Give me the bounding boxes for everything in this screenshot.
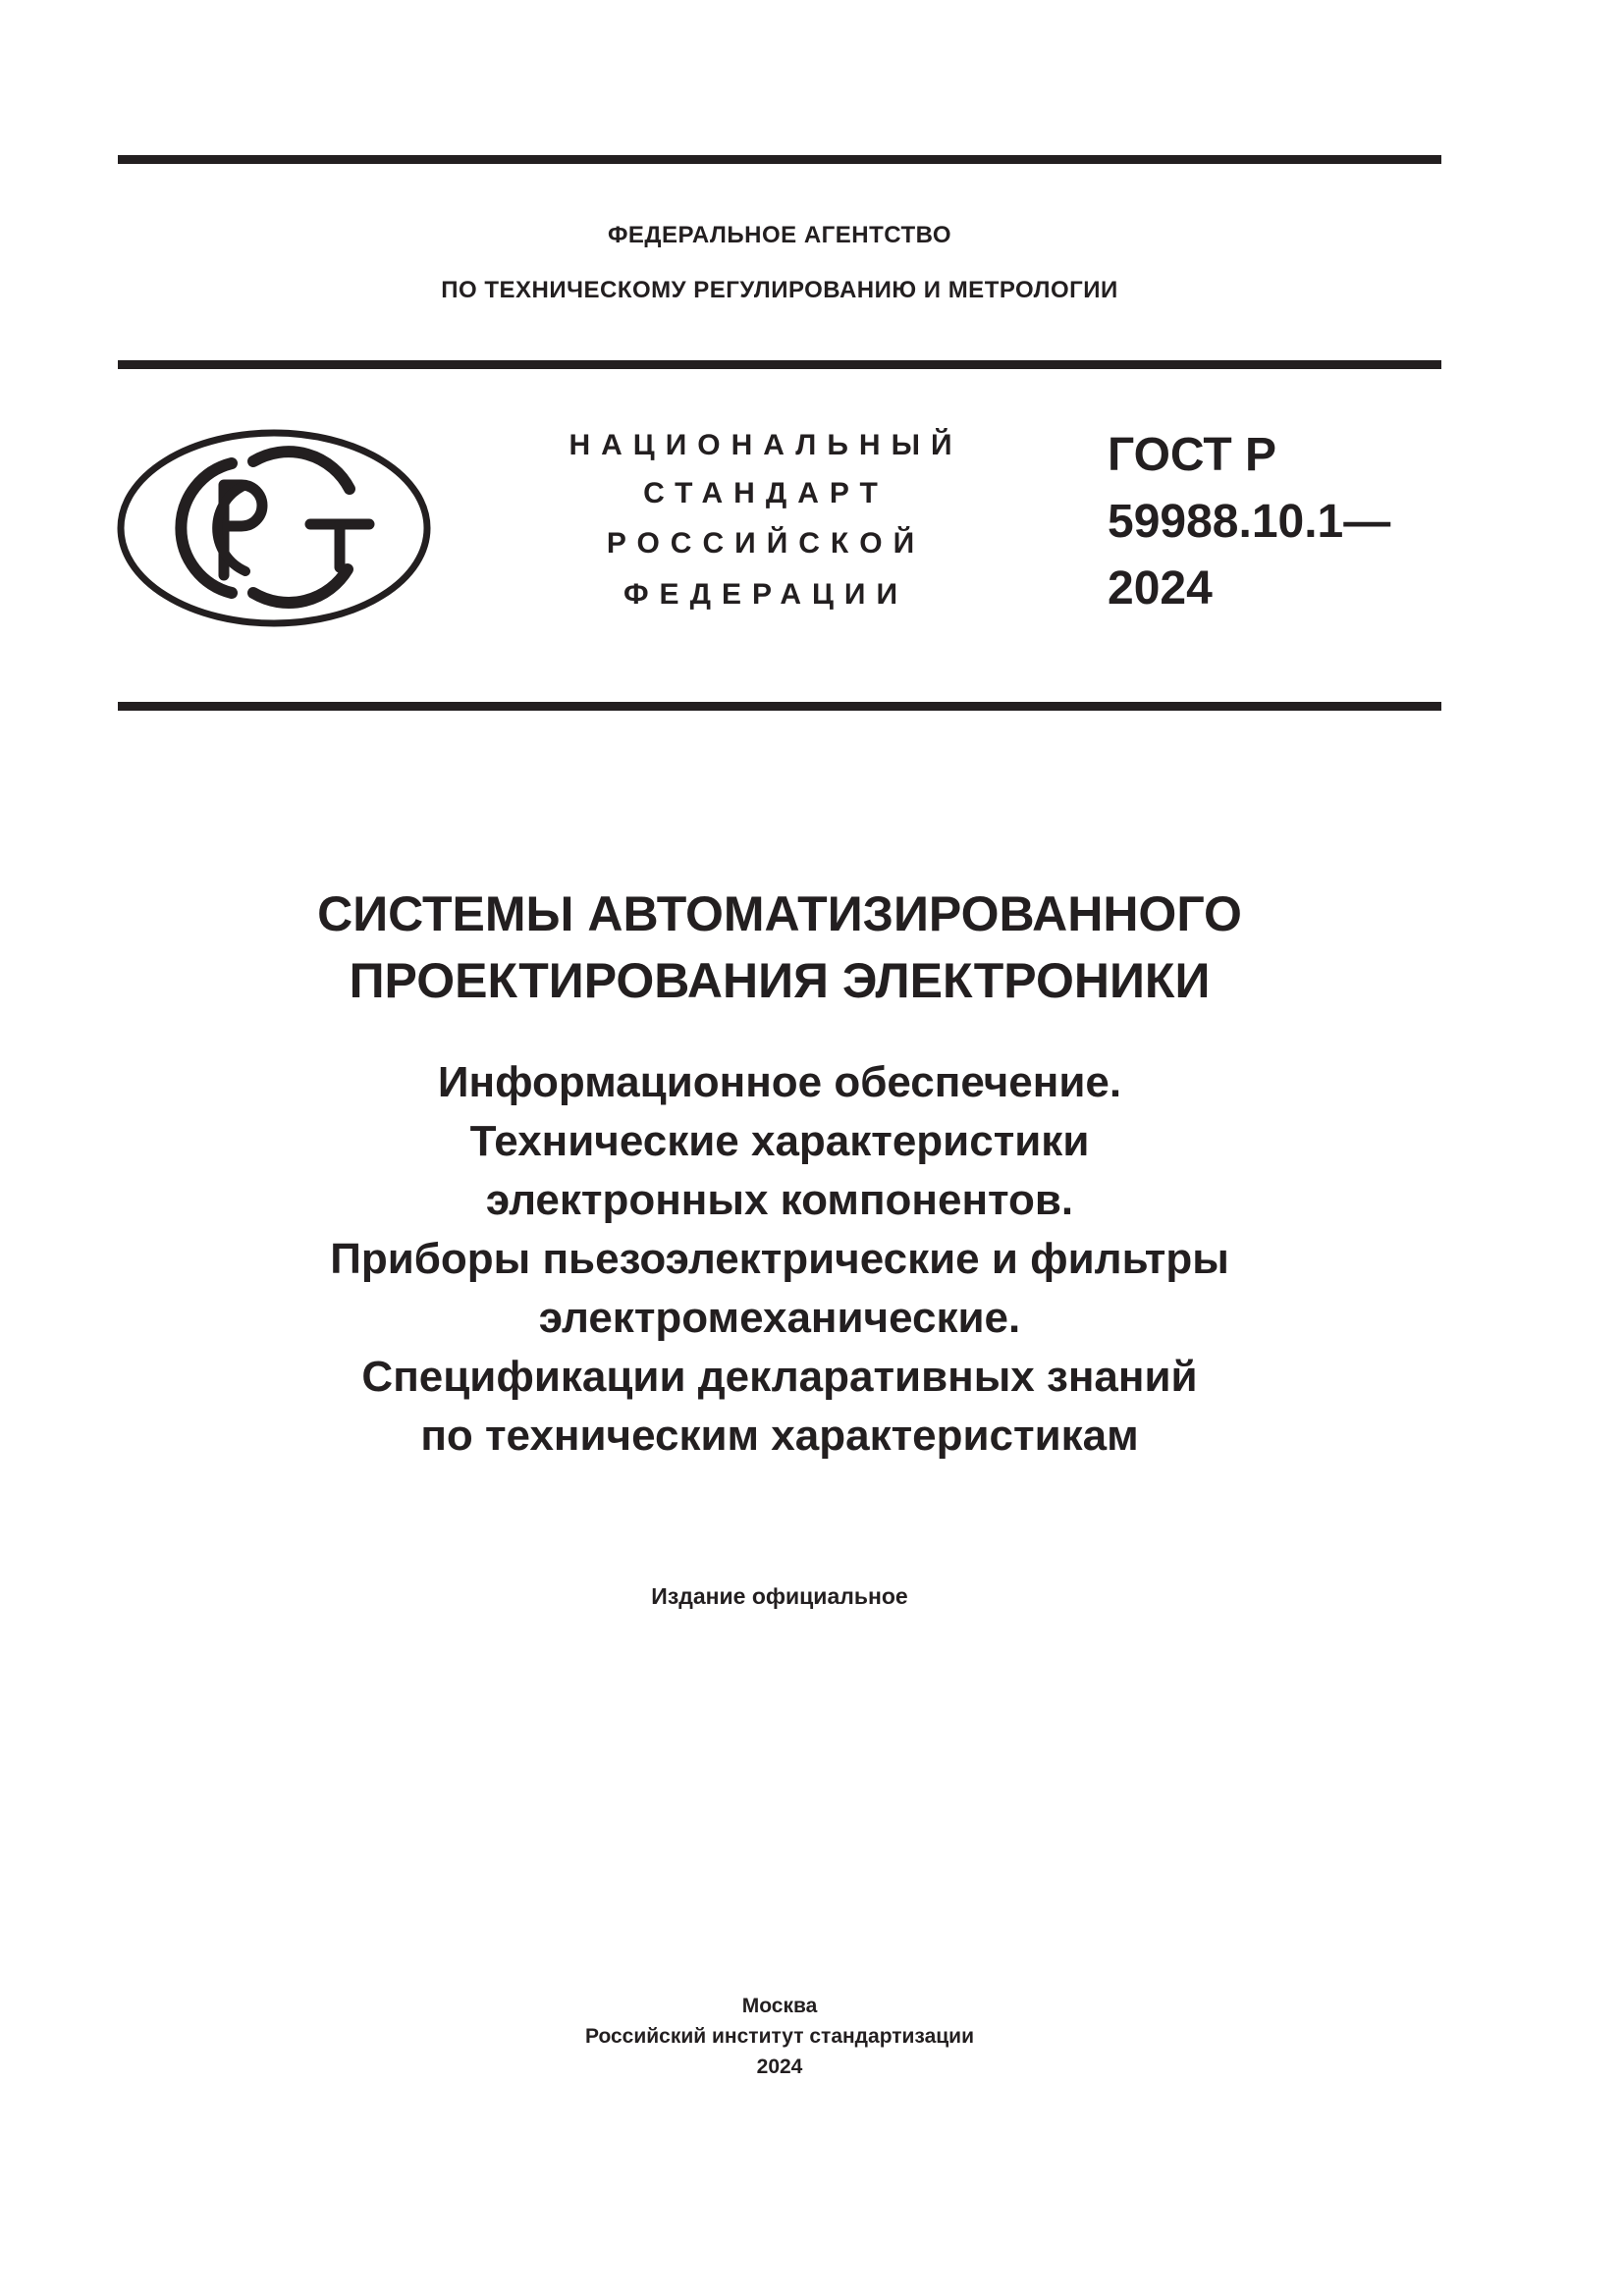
standard-designation-line-1: ГОСТ Р <box>1108 429 1277 481</box>
edition-label: Издание официальное <box>651 1583 908 1609</box>
subtitle-line-4: Приборы пьезоэлектрические и фильтры <box>330 1235 1229 1283</box>
header-bottom-rule <box>118 702 1441 711</box>
main-title-line-2: ПРОЕКТИРОВАНИЯ ЭЛЕКТРОНИКИ <box>349 953 1211 1008</box>
top-rule <box>118 155 1441 164</box>
subtitle-line-2: Технические характеристики <box>469 1117 1090 1165</box>
subtitle-line-1: Информационное обеспечение. <box>437 1058 1122 1106</box>
national-standard-line-3: РОССИЙСКОЙ <box>606 527 926 560</box>
national-standard-line-2: СТАНДАРТ <box>643 477 889 509</box>
rst-gost-mark-icon <box>116 428 432 628</box>
agency-name-line-1: ФЕДЕРАЛЬНОЕ АГЕНТСТВО <box>607 222 952 248</box>
header-rule <box>118 360 1441 369</box>
national-standard-line-4: ФЕДЕРАЦИИ <box>623 578 909 611</box>
agency-name-line-2: ПО ТЕХНИЧЕСКОМУ РЕГУЛИРОВАНИЮ И МЕТРОЛОГИИ <box>441 277 1118 303</box>
imprint-publisher: Российский институт стандартизации <box>584 2025 975 2048</box>
subtitle-line-5: электромеханические. <box>538 1294 1021 1342</box>
subtitle-line-7: по техническим характеристикам <box>420 1412 1139 1460</box>
standard-designation-line-3: 2024 <box>1108 562 1213 614</box>
main-title-line-1: СИСТЕМЫ АВТОМАТИЗИРОВАННОГО <box>317 886 1242 941</box>
subtitle-line-6: Спецификации декларативных знаний <box>361 1353 1198 1401</box>
imprint-city: Москва <box>741 1995 818 2017</box>
imprint-year: 2024 <box>756 2056 803 2078</box>
subtitle-line-3: электронных компонентов. <box>485 1176 1074 1224</box>
standard-designation-line-2: 59988.10.1— <box>1108 496 1391 548</box>
national-standard-line-1: НАЦИОНАЛЬНЫЙ <box>568 429 963 461</box>
